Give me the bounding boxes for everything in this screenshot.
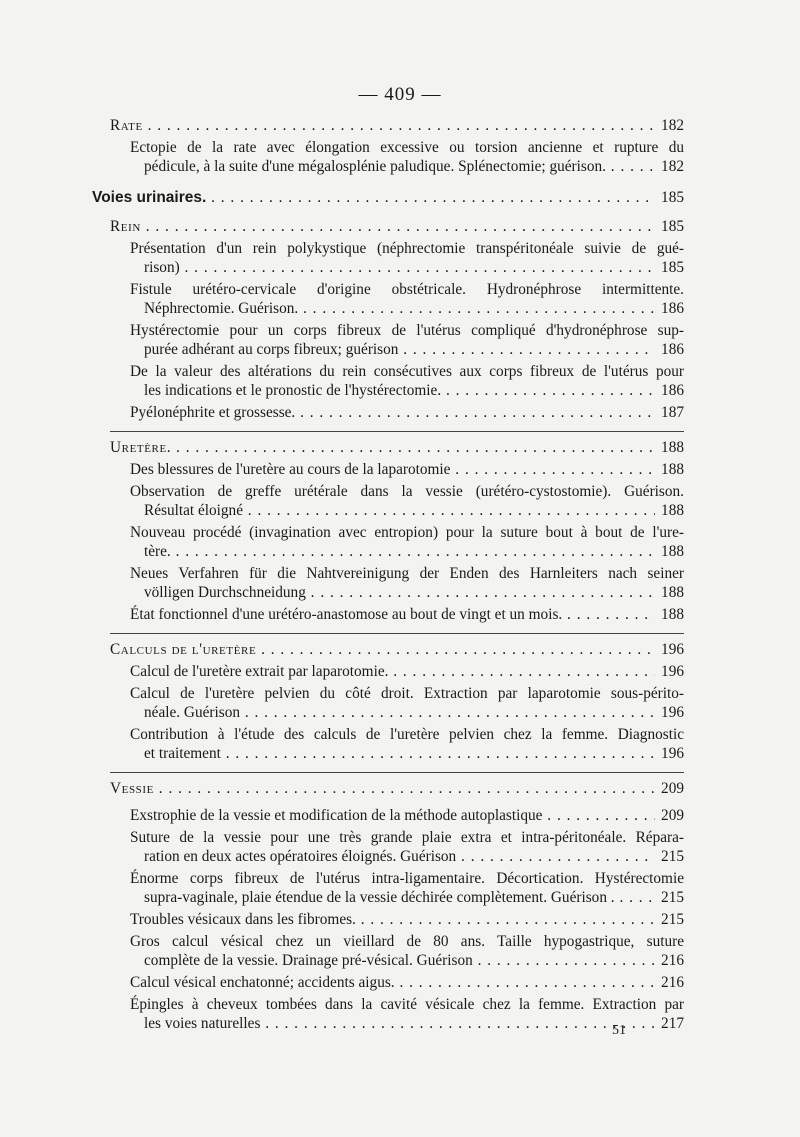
signature-mark: 51 bbox=[612, 1023, 626, 1038]
toc-entry-line: Fistule urétéro-cervicale d'origine obstétricale. Hydronéphrose intermittente. bbox=[130, 281, 684, 298]
toc-page-number: 216 bbox=[661, 952, 684, 969]
toc-entry-line: Énorme corps fibreux de l'utérus intra-ligamentaire. Décortication. Hystérectomie bbox=[130, 870, 684, 887]
toc-category bbox=[110, 779, 684, 798]
toc-entry-last-line: néale. Guérison bbox=[144, 704, 240, 721]
toc-entry bbox=[110, 910, 684, 929]
toc-page-number: 188 bbox=[661, 461, 684, 478]
toc-entry-last-line: purée adhérant au corps fibreux; guérison bbox=[144, 341, 399, 358]
section-divider bbox=[110, 633, 684, 634]
toc-page-number: 186 bbox=[661, 300, 684, 317]
toc-page-number: 209 bbox=[661, 807, 684, 824]
toc-entry-last-line: Résultat éloigné bbox=[144, 502, 243, 519]
toc-entry bbox=[110, 482, 684, 520]
toc-entry-last-line: Des blessures de l'uretère au cours de la laparotomie bbox=[130, 461, 451, 478]
toc-entry-last-line: tère. bbox=[144, 543, 171, 560]
toc-entry-last-line: völligen Durchschneidung bbox=[144, 584, 306, 601]
toc-entry-last-line: supra-vaginale, plaie étendue de la vessie déchirée complètement. Guérison . bbox=[144, 889, 615, 906]
toc-category bbox=[110, 640, 684, 659]
toc-entry bbox=[110, 725, 684, 763]
toc-page-number: 188 bbox=[661, 543, 684, 560]
toc-page-number: 196 bbox=[661, 641, 684, 658]
toc-entry bbox=[110, 684, 684, 722]
toc-page-number: 215 bbox=[661, 848, 684, 865]
table-of-contents bbox=[92, 116, 684, 1033]
toc-category bbox=[110, 438, 684, 457]
toc-entry-last-line: pédicule, à la suite d'une mégalosplénie paludique. Splénectomie; guérison. bbox=[144, 158, 606, 175]
toc-page-number: 196 bbox=[661, 663, 684, 680]
toc-entry-line: Gros calcul vésical chez un vieillard de 80 ans. Taille hypogastrique, suture bbox=[130, 933, 684, 950]
toc-page-number: 185 bbox=[661, 259, 684, 276]
toc-section-title: Voies urinaires. bbox=[92, 189, 207, 206]
toc-entry-last-line: rison) bbox=[144, 259, 180, 276]
toc-category-title: Rein bbox=[110, 218, 141, 235]
toc-page-number: 188 bbox=[661, 584, 684, 601]
toc-entry-last-line: et traitement bbox=[144, 745, 221, 762]
toc-entry-line: Présentation d'un rein polykystique (néphrectomie transpéritonéale suivie de gué- bbox=[130, 240, 684, 257]
toc-category bbox=[110, 116, 684, 135]
toc-entry bbox=[110, 932, 684, 970]
toc-entry bbox=[110, 362, 684, 400]
toc-entry-line: Épingles à cheveux tombées dans la cavité vésicale chez la femme. Extraction par bbox=[130, 996, 684, 1013]
toc-page-number: 182 bbox=[661, 117, 684, 134]
toc-category-title: Uretère. bbox=[110, 439, 172, 456]
toc-entry bbox=[110, 973, 684, 992]
toc-entry-last-line: Néphrectomie. Guérison. bbox=[144, 300, 299, 317]
toc-entry-last-line: Troubles vésicaux dans les fibromes. bbox=[130, 911, 356, 928]
toc-entry bbox=[110, 280, 684, 318]
toc-entry-line: Observation de greffe urétérale dans la vessie (urétéro-cystostomie). Guérison. bbox=[130, 483, 684, 500]
toc-category-title: Vessie bbox=[110, 780, 154, 797]
toc-page-number: 187 bbox=[661, 404, 684, 421]
toc-entry-last-line: les voies naturelles bbox=[144, 1015, 261, 1032]
toc-entry bbox=[110, 403, 684, 422]
toc-page-number: 209 bbox=[661, 780, 684, 797]
toc-entry-last-line: Exstrophie de la vessie et modification de la méthode autoplastique bbox=[130, 807, 543, 824]
toc-section bbox=[92, 188, 684, 207]
toc-entry-last-line: État fonctionnel d'une urétéro-anastomose au bout de vingt et un mois. bbox=[130, 606, 563, 623]
toc-page-number: 186 bbox=[661, 382, 684, 399]
toc-entry bbox=[110, 564, 684, 602]
toc-page-number: 215 bbox=[661, 889, 684, 906]
section-divider bbox=[110, 772, 684, 773]
toc-entry-last-line: Calcul de l'uretère extrait par laparotomie. bbox=[130, 663, 389, 680]
toc-page-number: 196 bbox=[661, 745, 684, 762]
toc-page-number: 182 bbox=[661, 158, 684, 175]
toc-entry bbox=[110, 239, 684, 277]
toc-entry-line: Neues Verfahren für die Nahtvereinigung der Enden des Harnleiters nach seiner bbox=[130, 565, 684, 582]
toc-page-number: 216 bbox=[661, 974, 684, 991]
toc-entry-last-line: les indications et le pronostic de l'hystérectomie. bbox=[144, 382, 442, 399]
toc-entry bbox=[110, 828, 684, 866]
toc-entry-line: Ectopie de la rate avec élongation excessive ou torsion ancienne et rupture du bbox=[130, 139, 684, 156]
toc-entry-last-line: Calcul vésical enchatonné; accidents aigus. bbox=[130, 974, 395, 991]
page-number-header: — 409 — bbox=[358, 84, 442, 105]
toc-entry bbox=[110, 662, 684, 681]
toc-category bbox=[110, 217, 684, 236]
toc-page-number: 188 bbox=[661, 606, 684, 623]
toc-page-number: 188 bbox=[661, 502, 684, 519]
toc-entry-line: Nouveau procédé (invagination avec entropion) pour la suture bout à bout de l'ure- bbox=[130, 524, 684, 541]
toc-entry-last-line: Pyélonéphrite et grossesse. bbox=[130, 404, 296, 421]
toc-entry bbox=[110, 138, 684, 176]
toc-entry-line: Contribution à l'étude des calculs de l'uretère pelvien chez la femme. Diagnostic bbox=[130, 726, 684, 743]
toc-entry-line: Suture de la vessie pour une très grande plaie extra et intra-péritonéale. Répara- bbox=[130, 829, 684, 846]
toc-category-title: Rate bbox=[110, 117, 143, 134]
toc-entry-last-line: complète de la vessie. Drainage pré-vésical. Guérison bbox=[144, 952, 473, 969]
toc-category-title: Calculs de l'uretère bbox=[110, 641, 257, 658]
toc-entry-line: Hystérectomie pour un corps fibreux de l'utérus compliqué d'hydronéphrose sup- bbox=[130, 322, 684, 339]
toc-entry bbox=[110, 460, 684, 479]
section-divider bbox=[110, 431, 684, 432]
toc-entry bbox=[110, 605, 684, 624]
toc-entry bbox=[110, 806, 684, 825]
toc-entry bbox=[110, 995, 684, 1033]
toc-page-number: 215 bbox=[661, 911, 684, 928]
toc-entry-line: Calcul de l'uretère pelvien du côté droit. Extraction par laparotomie sous-périto- bbox=[130, 685, 684, 702]
toc-entry bbox=[110, 869, 684, 907]
toc-entry bbox=[110, 523, 684, 561]
toc-page-number: 186 bbox=[661, 341, 684, 358]
toc-page-number: 188 bbox=[661, 439, 684, 456]
toc-page-number: 217 bbox=[661, 1015, 684, 1032]
toc-entry-line: De la valeur des altérations du rein consécutives aux corps fibreux de l'utérus pour bbox=[130, 363, 684, 380]
toc-page-number: 185 bbox=[661, 218, 684, 235]
toc-page-number: 196 bbox=[661, 704, 684, 721]
toc-entry-last-line: ration en deux actes opératoires éloignés. Guérison bbox=[144, 848, 457, 865]
toc-entry bbox=[110, 321, 684, 359]
toc-page-number: 185 bbox=[661, 189, 684, 206]
